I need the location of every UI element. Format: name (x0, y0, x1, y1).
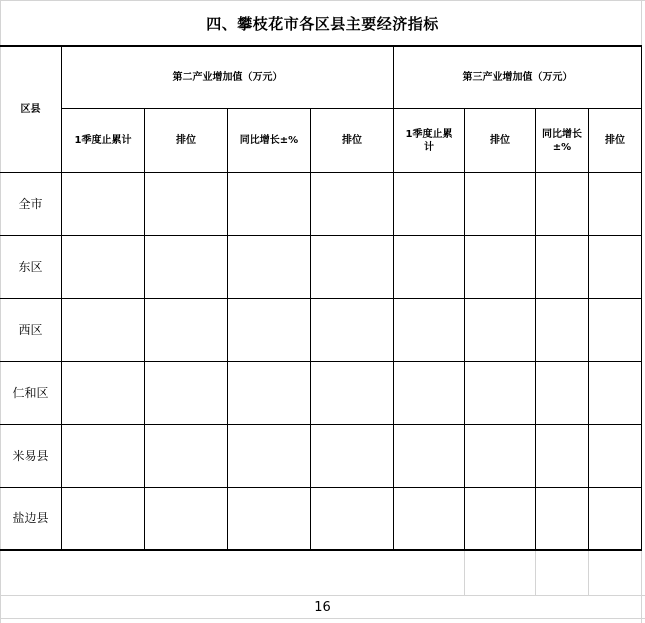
header-tertiary-q1-cumulative: 1季度止累 计 (405, 128, 453, 153)
table-border (641, 46, 642, 551)
grid-line (535, 550, 536, 595)
table-border (0, 172, 642, 173)
header-tertiary-yoy-rank: 排位 (605, 135, 625, 146)
table-border (144, 108, 145, 551)
table-border (0, 361, 642, 362)
row-label-renhe-district: 仁和区 (12, 385, 49, 400)
table-border (310, 108, 311, 551)
header-tertiary-yoy-growth: 同比增长 ±% (542, 128, 582, 153)
header-tertiary-industry: 第三产业增加值（万元） (462, 72, 573, 83)
header-secondary-yoy-rank: 排位 (342, 135, 362, 146)
row-label-miyi-county: 米易县 (12, 448, 49, 463)
table-border (535, 108, 536, 551)
row-label-yanbian-county: 盐边县 (12, 511, 49, 525)
header-secondary-industry: 第二产业增加值（万元） (172, 72, 283, 83)
table-border (0, 549, 642, 551)
header-secondary-q1-cumulative: 1季度止累计 (74, 135, 132, 146)
grid-line (0, 618, 645, 619)
grid-line (588, 550, 589, 595)
header-region: 区县 (20, 104, 41, 115)
table-border (0, 235, 642, 236)
table-border (464, 108, 465, 551)
row-label-dong-district: 东区 (18, 259, 43, 274)
header-secondary-yoy-growth: 同比增长±% (239, 135, 299, 146)
page-title: 四、攀枝花市各区县主要经济指标 (206, 14, 439, 33)
grid-line (0, 0, 645, 1)
header-tertiary-rank: 排位 (490, 135, 510, 146)
table-border (227, 108, 228, 551)
table-border (0, 424, 642, 425)
table-border (0, 487, 642, 488)
table-border (0, 298, 642, 299)
table-border (588, 108, 589, 551)
row-label-city-total: 全市 (18, 196, 43, 211)
row-label-xi-district: 西区 (18, 322, 43, 337)
page-number: 16 (314, 599, 331, 615)
header-secondary-rank: 排位 (176, 135, 196, 146)
grid-line (464, 550, 465, 595)
